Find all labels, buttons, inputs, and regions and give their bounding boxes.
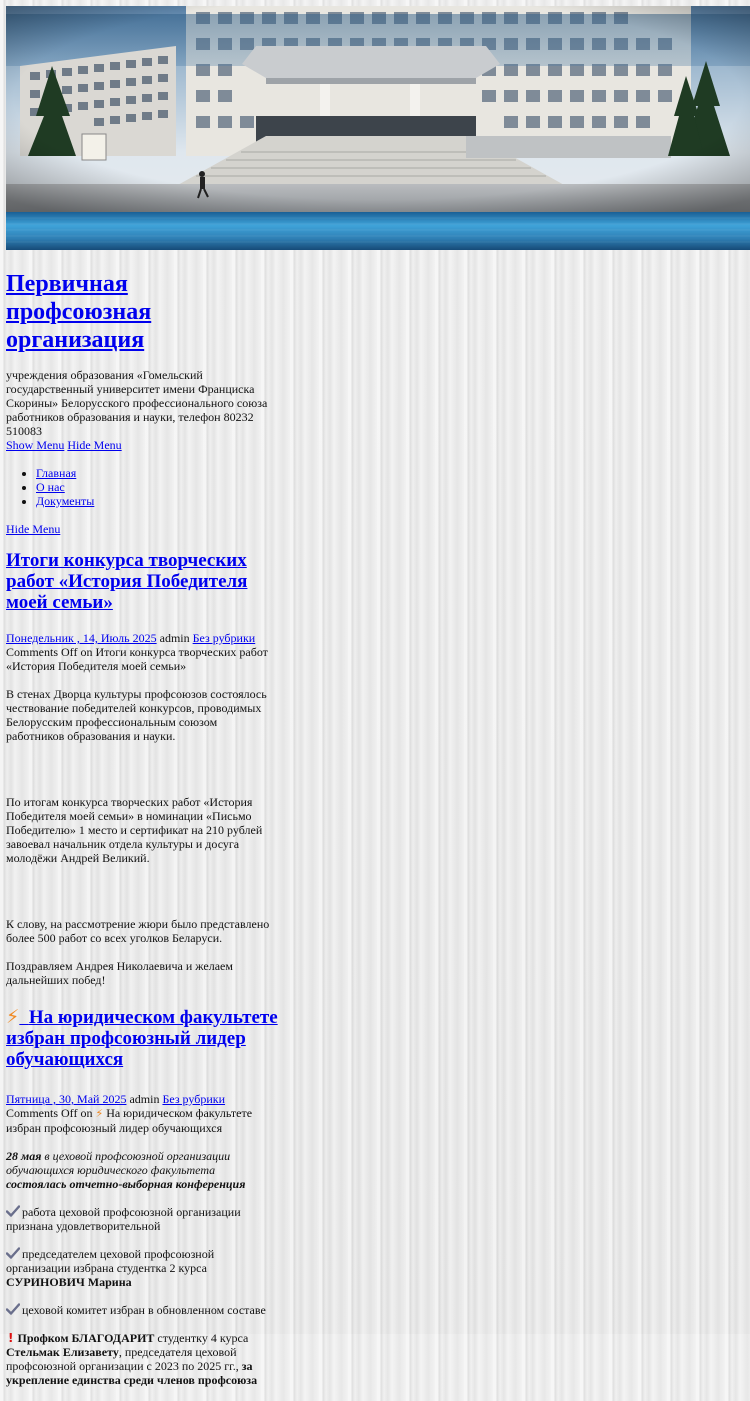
post-1-category-link[interactable]: Без рубрики bbox=[192, 631, 256, 645]
post-2-thanks-name: Стельмак Елизавету bbox=[6, 1345, 119, 1359]
check-mark-icon bbox=[6, 1247, 20, 1259]
nav-link-about[interactable]: О нас bbox=[36, 480, 65, 494]
main-navigation bbox=[6, 466, 278, 508]
post-2-date-link[interactable]: Пятница , 30, Май 2025 bbox=[6, 1092, 127, 1106]
post-2-item-1 bbox=[6, 1205, 278, 1233]
post-2-intro-text: в цеховой профсоюзной организации обучающихся юридического факультета bbox=[6, 1149, 231, 1177]
post-1-author: admin bbox=[159, 631, 190, 645]
post-1-title bbox=[6, 550, 278, 613]
post-2-intro-bold: состоялась отчетно-выборная конференция bbox=[6, 1177, 246, 1191]
post-1-spacer-1 bbox=[6, 757, 278, 795]
post-2-comments-status bbox=[6, 1106, 278, 1135]
hide-menu-bottom bbox=[6, 522, 278, 536]
menu-toggles bbox=[6, 438, 278, 452]
post-1-paragraph-4: Поздравляем Андрея Николаевича и желаем дальнейших побед! bbox=[6, 959, 233, 987]
post-2-meta bbox=[6, 1092, 278, 1135]
post-2-item-2-text: председателем цеховой профсоюзной организации избрана студентка 2 курса bbox=[6, 1247, 215, 1275]
post-2-item-2 bbox=[6, 1247, 278, 1289]
nav-link-home[interactable]: Главная bbox=[36, 466, 77, 480]
post-2-item-1-text: работа цеховой профсоюзной организации признана удовлетворительной bbox=[6, 1205, 241, 1233]
post-2-thanks-bold-2: за укрепление единства среди членов профсоюза bbox=[6, 1359, 258, 1387]
nav-link-documents[interactable]: Документы bbox=[36, 494, 95, 508]
post-1-title-link[interactable]: Итоги конкурса творческих работ «История Победителя моей семьи» bbox=[6, 550, 248, 613]
post-2-title-link[interactable] bbox=[6, 1007, 278, 1070]
nav-item-home bbox=[36, 466, 278, 480]
check-mark-icon bbox=[6, 1205, 20, 1217]
post-1-comments-status: Comments Off on Итоги конкурса творческих работ «История Победителя моей семьи» bbox=[6, 645, 268, 673]
post-1-body bbox=[6, 687, 278, 987]
check-mark-icon bbox=[6, 1303, 20, 1315]
main-content bbox=[6, 270, 278, 1401]
post-1-spacer-2 bbox=[6, 879, 278, 917]
post-2-thanks-text-1: студентку 4 курса bbox=[157, 1331, 249, 1345]
post-1-paragraph-2: По итогам конкурса творческих работ «История Победителя моей семьи» в номинации «Письмо Победителю» 1 место и сертификат на 210 рублей завоевал начальник отдела культуры и досуга молодёжи Андрей Великий. bbox=[6, 795, 263, 865]
post-2-thanks-bold: Профком БЛАГОДАРИТ bbox=[17, 1331, 155, 1345]
post-2-title bbox=[6, 1007, 278, 1070]
post-1 bbox=[6, 550, 278, 987]
post-2-thanks-text-2: , председателя цеховой профсоюзной организации с 2023 по 2025 гг., bbox=[6, 1345, 239, 1373]
lightning-emoji-icon-small: ⚡ bbox=[95, 1107, 104, 1120]
post-2-item-3 bbox=[6, 1303, 278, 1317]
post-2-author: admin bbox=[129, 1092, 160, 1106]
post-2-title-text: На юридическом факультете избран профсоюзный лидер обучающихся bbox=[6, 1007, 278, 1070]
post-2-intro-date: 28 мая bbox=[6, 1149, 42, 1163]
site-title bbox=[6, 270, 278, 354]
post-2-comments-suffix: На юридическом факультете избран профсоюзный лидер обучающихся bbox=[6, 1106, 253, 1135]
lightning-emoji-icon: ⚡ bbox=[6, 1006, 20, 1028]
university-building-photo bbox=[6, 6, 750, 250]
post-2-item-2-name: СУРИНОВИЧ Марина bbox=[6, 1275, 132, 1289]
post-2-thanks bbox=[6, 1331, 278, 1387]
show-menu-link[interactable]: Show Menu bbox=[6, 438, 65, 452]
post-2-comments-prefix: Comments Off on bbox=[6, 1106, 93, 1120]
post-1-date-link[interactable]: Понедельник , 14, Июль 2025 bbox=[6, 631, 157, 645]
post-1-paragraph-1: В стенах Дворца культуры профсоюзов состоялось чествование победителей конкурсов, проводимых Белорусским профессиональным союзом работников образования и науки. bbox=[6, 687, 267, 743]
hide-menu-link[interactable]: Hide Menu bbox=[67, 438, 122, 452]
post-2-intro bbox=[6, 1149, 278, 1191]
site-description: учреждения образования «Гомельский государственный университет имени Франциска Скорины» Белорусского профессионального союза работников образования и науки, телефон 80232 510083 bbox=[6, 368, 268, 438]
post-2-body bbox=[6, 1149, 278, 1387]
post-1-paragraph-3: К слову, на рассмотрение жюри было представлено более 500 работ со всех уголков Беларуси. bbox=[6, 917, 270, 945]
exclamation-icon: ! bbox=[8, 1331, 14, 1345]
nav-item-documents bbox=[36, 494, 278, 508]
nav-item-about bbox=[36, 480, 278, 494]
header-banner bbox=[6, 6, 750, 250]
hide-menu-link-bottom[interactable]: Hide Menu bbox=[6, 522, 61, 536]
post-2-category-link[interactable]: Без рубрики bbox=[162, 1092, 226, 1106]
post-2-item-3-text: цеховой комитет избран в обновленном составе bbox=[22, 1303, 266, 1317]
post-1-meta bbox=[6, 631, 278, 673]
site-title-link[interactable]: Первичная профсоюзная организация bbox=[6, 271, 152, 353]
post-2 bbox=[6, 1007, 278, 1387]
